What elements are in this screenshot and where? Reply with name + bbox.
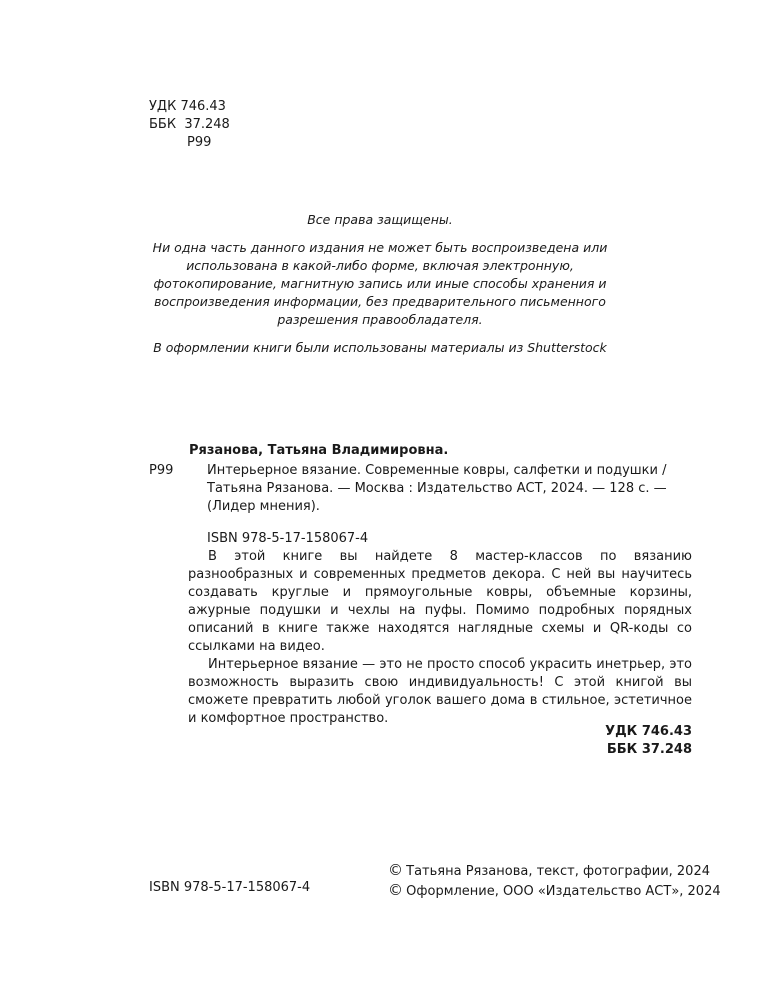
shutterstock-credit: В оформлении книги были использованы материалы из Shutterstock: [153, 340, 607, 355]
copyright-icon: ©: [388, 861, 403, 879]
entry-author-sign: Р99: [149, 463, 174, 478]
author-heading: Рязанова, Татьяна Владимировна.: [189, 443, 449, 458]
bibliographic-record: [149, 442, 694, 548]
annotation-paragraph-1: В этой книге вы найдете 8 мастер-классов по вязанию разнообразных и современных предметов декора. С ней вы научитесь создавать круглые и прямоугольные ковры, объемные корзины, ажурные подушки и чехлы на пуфы. Помимо подробных порядных описаний в книге также находятся наглядные схемы и QR-коды со ссылками на видео.: [188, 549, 692, 654]
rights-reserved: Все права защищены.: [307, 212, 453, 227]
copyright-text-2: Оформление, ООО «Издательство АСТ», 2024: [406, 884, 721, 899]
copyright-text-1: Татьяна Рязанова, текст, фотографии, 2024: [406, 864, 710, 879]
copyright-line-1: [388, 861, 721, 881]
entry-description: Интерьерное вязание. Современные ковры, салфетки и подушки / Татьяна Рязанова. — Москва : Издательство АСТ, 2024. — 128 с. — (Лидер мнения).: [207, 463, 667, 514]
copyright-line-2: [388, 881, 721, 901]
copyright-block: [388, 861, 721, 901]
rights-notice: [140, 211, 620, 367]
reproduction-notice: Ни одна часть данного издания не может быть воспроизведена или использована в какой-либо форме, включая электронную, фотокопирование, магнитную запись или иные способы хранения и воспроизведения информации, без предварительного письменного разрешения правообладателя.: [152, 240, 608, 327]
udk-code: УДК 746.43: [149, 99, 226, 114]
author-sign: Р99: [187, 135, 212, 150]
footer-isbn: ISBN 978-5-17-158067-4: [149, 880, 311, 895]
classification-codes: [149, 98, 230, 152]
annotation: [188, 548, 692, 728]
record-isbn: ISBN 978-5-17-158067-4: [207, 531, 369, 546]
classification-codes-bottom: [480, 723, 692, 759]
bbk-code: ББК 37.248: [149, 117, 230, 132]
annotation-paragraph-2: Интерьерное вязание — это не просто способ украсить инетрьер, это возможность выразить свою индивидуальность! С этой книгой вы сможете превратить любой уголок вашего дома в стильное, эстетичное и комфортное пространство.: [188, 657, 692, 726]
bibliographic-entry: [149, 462, 694, 516]
copyright-icon: ©: [388, 881, 403, 899]
bbk-code-bottom: ББК 37.248: [606, 742, 692, 757]
udk-code-bottom: УДК 746.43: [605, 724, 692, 739]
